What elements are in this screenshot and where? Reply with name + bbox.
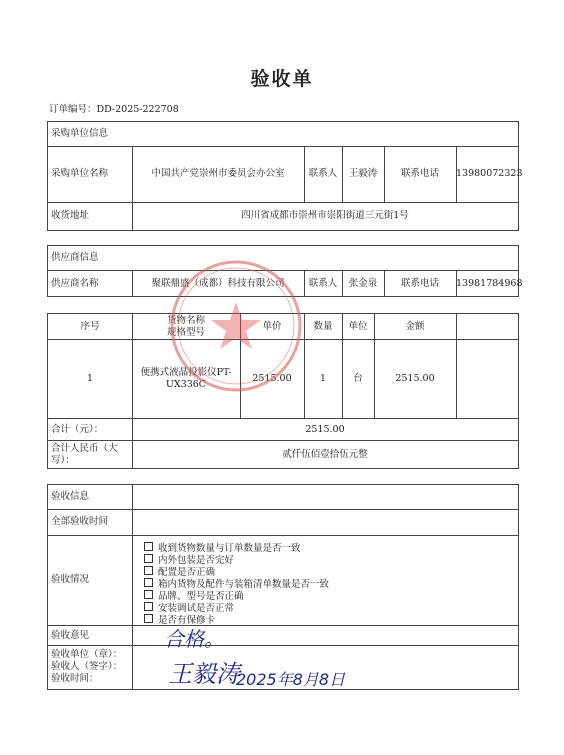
goods-header-amount: 金额 — [405, 321, 425, 332]
supplier-contact-value: 张金泉 — [348, 278, 378, 289]
total-cn-value: 贰仟伍佰壹拾伍元整 — [282, 449, 368, 460]
goods-row-seq: 1 — [86, 373, 94, 384]
acceptance-info-label: 验收信息 — [51, 491, 90, 502]
total-cn-label-line1: 合计人民币（大 — [51, 443, 118, 454]
acceptance-opinion-label: 验收意见 — [51, 630, 90, 641]
acceptance-unit-label: 验收单位（章）： — [51, 649, 123, 660]
supplier-name-value: 聚联鼎盛（成都）科技有限公司 — [151, 278, 285, 289]
handwritten-date: 2025年8月8日 — [236, 670, 346, 689]
checkbox[interactable] — [144, 554, 153, 563]
total-label: 合计（元）： — [51, 424, 104, 435]
acceptance-time2-label: 验收时间： — [51, 673, 99, 684]
goods-row-price: 2515.00 — [252, 373, 292, 384]
checkbox[interactable] — [144, 566, 153, 575]
checklist-item[interactable]: 收到货物数量与订单数量是否一致 — [144, 542, 329, 554]
supplier-section-title: 供应商信息 — [51, 252, 99, 263]
goods-header-spec: 规格型号 — [166, 327, 205, 338]
checklist-item[interactable]: 是否有保修卡 — [144, 614, 329, 626]
checkbox[interactable] — [144, 614, 153, 623]
purchaser-name-label: 采购单位名称 — [51, 168, 109, 179]
supplier-phone-label: 联系电话 — [400, 278, 439, 289]
purchaser-contact-label: 联系人 — [308, 168, 338, 179]
address-value: 四川省成都市崇州市崇阳街道三元街1号 — [241, 210, 409, 221]
order-number: 订单编号：DD-2025-222708 — [49, 104, 179, 115]
supplier-phone-value: 13981784968 — [456, 278, 523, 289]
document-title: 验收单 — [250, 68, 314, 90]
checklist-item[interactable]: 安装调试是否正常 — [144, 602, 329, 614]
goods-header-seq: 序号 — [80, 321, 100, 332]
goods-header-price: 单价 — [262, 321, 282, 332]
company-seal-stamp — [168, 258, 304, 394]
acceptance-person-label: 验收人（签字）： — [51, 661, 123, 672]
checklist-item[interactable]: 箱内货物及配件与装箱清单数量是否一致 — [144, 578, 329, 590]
goods-header-name: 货物名称 — [166, 315, 205, 326]
goods-row-amount: 2515.00 — [395, 373, 435, 384]
checklist-item[interactable]: 内外包装是否完好 — [144, 554, 329, 566]
purchaser-section-title: 采购单位信息 — [51, 128, 109, 139]
goods-header-qty: 数量 — [313, 321, 333, 332]
total-cn-label-line2: 写）： — [51, 455, 75, 466]
handwritten-signature: 王毅涛 — [168, 660, 240, 688]
checklist-item[interactable]: 配置是否正确 — [144, 566, 329, 578]
checklist-item[interactable]: 品牌、型号是否正确 — [144, 590, 329, 602]
acceptance-checklist — [144, 542, 329, 626]
purchaser-table — [47, 121, 523, 231]
goods-row-name: 便携式液晶投影仪PT- — [140, 367, 232, 378]
acceptance-situation-label: 验收情况 — [51, 574, 90, 585]
goods-row-qty: 1 — [319, 373, 327, 384]
supplier-contact-label: 联系人 — [308, 278, 338, 289]
purchaser-contact-value: 王毅涛 — [348, 168, 378, 179]
goods-header-unit: 单位 — [348, 321, 368, 332]
handwritten-opinion: 合格。 — [164, 627, 224, 651]
goods-row-unit: 台 — [353, 373, 363, 384]
total-value: 2515.00 — [305, 424, 345, 435]
address-label: 收货地址 — [51, 210, 90, 221]
purchaser-name-value: 中国共产党崇州市委员会办公室 — [151, 168, 285, 179]
goods-row-spec: UX336C — [165, 379, 207, 390]
acceptance-time-label: 全部验收时间 — [51, 516, 109, 527]
purchaser-phone-label: 联系电话 — [400, 168, 439, 179]
checkbox[interactable] — [144, 590, 153, 599]
purchaser-phone-value: 13980072323 — [456, 168, 523, 179]
checkbox[interactable] — [144, 602, 153, 611]
supplier-name-label: 供应商名称 — [51, 278, 99, 289]
checkbox[interactable] — [144, 578, 153, 587]
checkbox[interactable] — [144, 542, 153, 551]
